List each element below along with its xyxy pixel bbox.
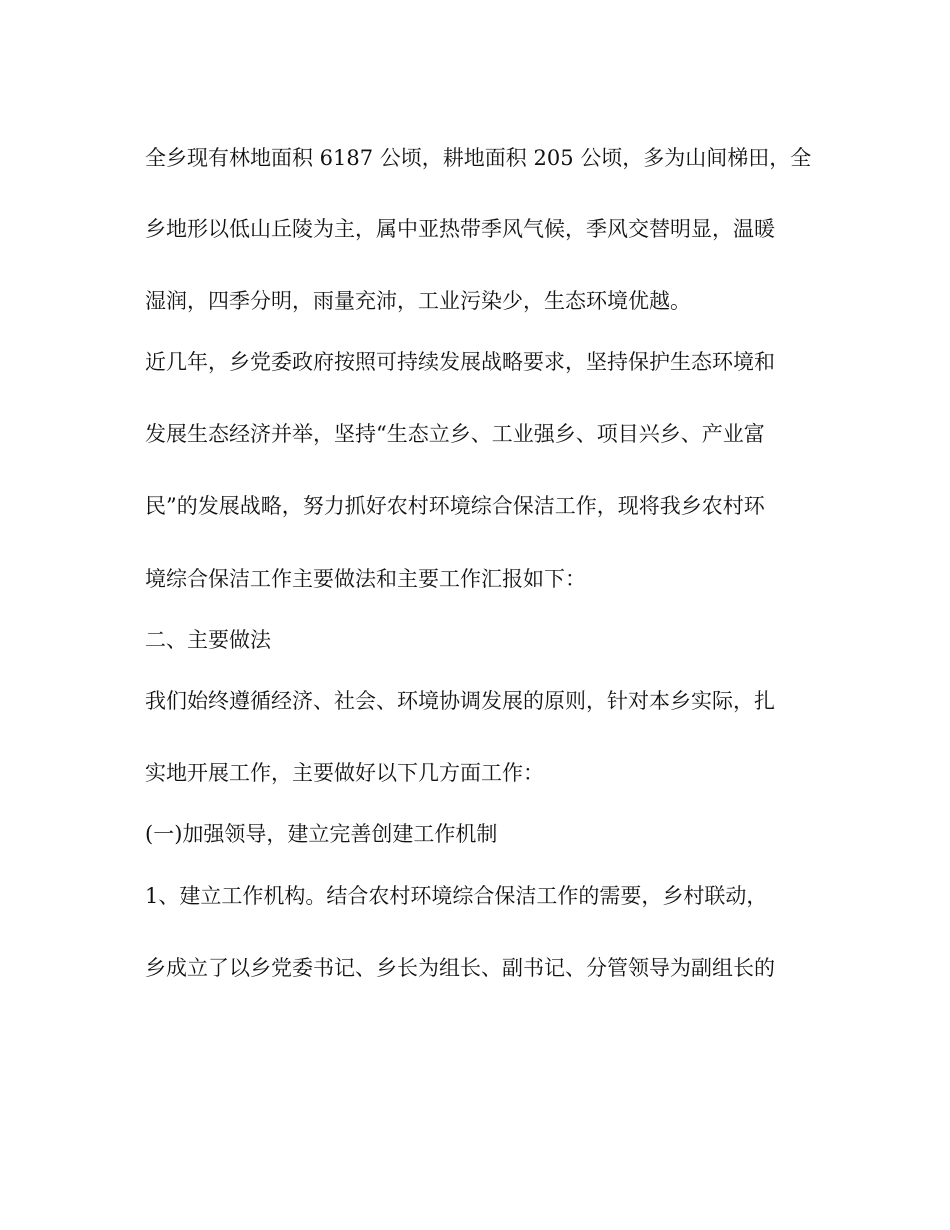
text-line: 发展生态经济并举，坚持“生态立乡、工业强乡、项目兴乡、产业富 [145,422,765,446]
text-line: 近几年，乡党委政府按照可持续发展战略要求，坚持保护生态环境和 [145,350,775,374]
text-line: 湿润，四季分明，雨量充沛，工业污染少，生态环境优越。 [145,289,691,313]
section-heading: 二、主要做法 [145,628,271,652]
text-line: 全乡现有林地面积 6187 公顷，耕地面积 205 公顷，多为山间梯田，全 [145,146,812,170]
text-line: 民”的发展战略，努力抓好农村环境综合保洁工作，现将我乡农村环 [145,494,765,518]
text-line: 实地开展工作，主要做好以下几方面工作： [145,761,544,785]
text-line: 我们始终遵循经济、社会、环境协调发展的原则，针对本乡实际，扎 [145,689,775,713]
text-line: 境综合保洁工作主要做法和主要工作汇报如下： [145,567,586,591]
text-line: 1、建立工作机构。结合农村环境综合保洁工作的需要，乡村联动， [145,884,768,908]
subsection-heading: (一)加强领导，建立完善创建工作机制 [145,822,498,846]
text-line: 乡成立了以乡党委书记、乡长为组长、副书记、分管领导为副组长的 [145,956,775,980]
text-line: 乡地形以低山丘陵为主，属中亚热带季风气候，季风交替明显，温暖 [145,217,775,241]
